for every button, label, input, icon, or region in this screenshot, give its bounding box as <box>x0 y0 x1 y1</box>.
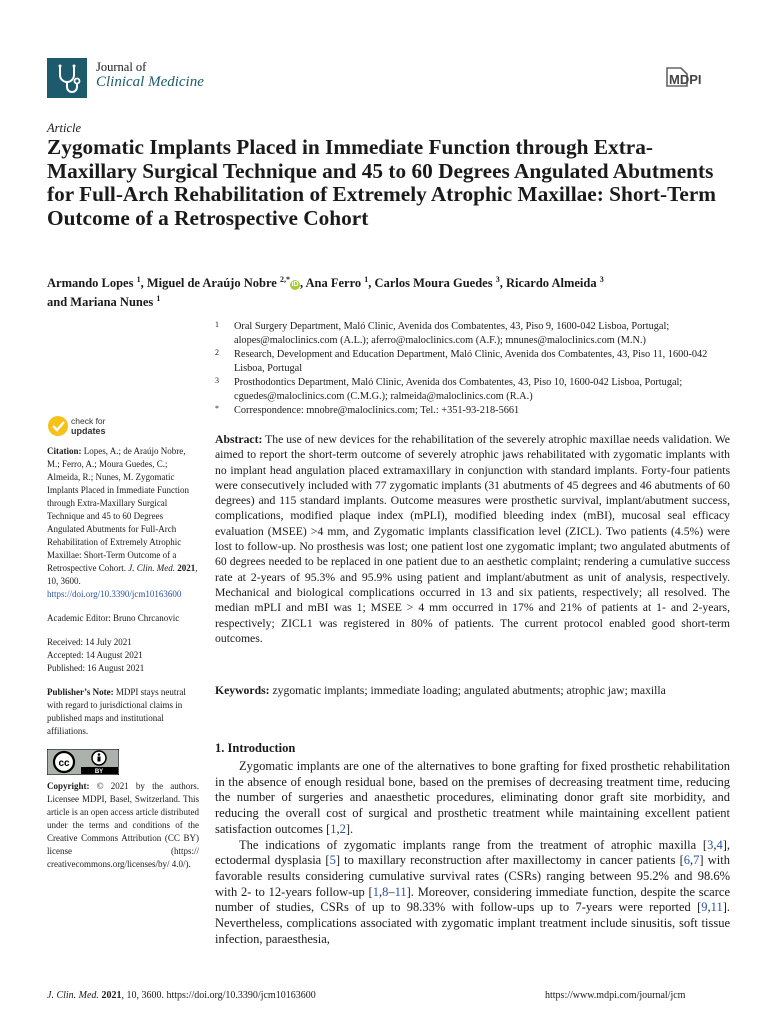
reference-link[interactable]: 5 <box>329 853 336 868</box>
svg-text:updates: updates <box>71 426 106 436</box>
copyright-label: Copyright: <box>47 781 90 791</box>
citation-year: 2021 <box>177 563 196 573</box>
abstract-text: The use of new devices for the rehabilitation of the severely atrophic maxillae needs validation. We aimed to report the short-term outcome of severely atrophic jaws rehabilitated with zygomatic implants with no implant head angulation placed extramaxillary in conjunction with standard implants. Forty-four patients were consecutively included with 77 zygomatic implants (31 abutments of 45 degrees and 46 abutments of 60 degrees) and 115 standard implants. Outcome measures were prosthetic survival, implant/abutment success, complications, modified plaque index (mPLI), modified bleeding index (mBI), mucosal seal efficacy evaluation (MSEE) >4 mm, and Zygomatic implants classification level (ZICL). Two patients (4.5%) were lost to follow-up. No prosthesis was lost; one patient lost one zygomatic implant; two angulated abutments of 60 degrees needed to be replaced in one patient due to an aesthetic complaint; rendering a cumulative success rate at 2-years of 95.3% and 95.9% using patient and implant/abutment as unit of analysis, respectively. Mechanical and biological complications occurred in 13 and six patients, respectively; all resolved. The median mPLI and mBI was 1; MSEE > 4 mm occurred in 17% and 21% of patients at 1- and 2-years, respectively; ZICL1 was registered in 80% of patients. The current protocol enabled good short-term outcomes. <box>215 433 730 645</box>
svg-text:cc: cc <box>58 758 70 769</box>
affiliations <box>215 320 730 418</box>
footer-journal: J. Clin. Med. <box>47 990 99 1001</box>
affiliation-item <box>215 320 730 348</box>
cc-by-license-icon[interactable] <box>47 749 119 775</box>
check-for-updates-button[interactable] <box>47 414 157 438</box>
publishers-note <box>47 686 199 738</box>
author-conjunction: and <box>47 295 68 310</box>
journal-name <box>96 60 204 92</box>
keywords-text: zygomatic implants; immediate loading; angulated abutments; atrophic jaw; maxilla <box>272 684 666 697</box>
author-affiliation-mark: 1 <box>136 275 141 284</box>
journal-prefix: Journal of <box>96 60 147 74</box>
reference-link[interactable]: 3 <box>707 837 714 852</box>
mdpi-logo-icon <box>663 64 719 94</box>
publishers-note-label: Publisher’s Note: <box>47 687 114 697</box>
sidebar <box>47 445 199 871</box>
footer-citation <box>47 990 316 1001</box>
citation-volume: , 10, 3600. <box>47 563 198 586</box>
abstract <box>215 432 730 646</box>
affiliation-number: * <box>215 404 219 413</box>
footer-year: 2021 <box>101 990 122 1001</box>
journal-logo-icon <box>47 58 87 98</box>
affiliation-text: Oral Surgery Department, Maló Clinic, Avenida dos Combatentes, 43, Piso 9, 1600-042 Lisboa, Portugal; alopes@maloclinics.com (A.L.); aferro@maloclinics.com (A.F.); mnunes@maloclinics.com (M.N.) <box>234 321 670 346</box>
affiliation-item <box>215 348 730 376</box>
affiliation-text: Research, Development and Education Department, Maló Clinic, Avenida dos Combatentes, 43, Piso 11, 1600-042 Lisboa, Portugal <box>234 349 708 374</box>
footer-journal-url[interactable]: https://www.mdpi.com/journal/jcm <box>545 990 686 1001</box>
reference-link[interactable]: 7 <box>693 853 700 868</box>
copyright-text: © 2021 by the authors. Licensee MDPI, Basel, Switzerland. This article is an open access article distributed under the terms and conditions of the Creative Commons Attribution (CC BY) license (https:// creativecommons.org/licenses/by/ 4.0/). <box>47 781 200 869</box>
author-affiliation-mark: 3 <box>599 275 604 284</box>
reference-link[interactable]: 8 <box>382 884 389 899</box>
affiliation-number: 3 <box>215 376 219 385</box>
citation-label: Citation: <box>47 446 82 456</box>
affiliation-text: Correspondence: mnobre@maloclinics.com; Tel.: +351-93-218-5661 <box>234 405 520 416</box>
author-name[interactable]: Ricardo Almeida <box>505 276 597 291</box>
reference-link[interactable]: 6 <box>683 853 691 868</box>
keywords <box>215 683 730 698</box>
publishers-note-text: MDPI stays neutral with regard to jurisdictional claims in published maps and institutional affiliations. <box>47 687 186 736</box>
citation-text: Lopes, A.; de Araújo Nobre, M.; Ferro, A.; Moura Guedes, C.; Almeida, R.; Nunes, M. Zygomatic Implants Placed in Immediate Function through Extra-Maxillary Surgical Technique and 45 to 60 Degrees Angulated Abutments for Full-Arch Rehabilitation of Extremely Atrophic Maxillae: Short-Term Outcome of a Retrospective Cohort. <box>47 446 189 573</box>
article-type: Article <box>47 121 82 135</box>
author-name[interactable]: Armando Lopes <box>47 276 134 291</box>
affiliation-number: 1 <box>215 320 219 329</box>
svg-text:check for: check for <box>71 416 106 426</box>
introduction-body <box>215 759 730 947</box>
citation <box>47 445 199 601</box>
reference-link[interactable]: 11 <box>710 900 723 915</box>
svg-text:BY: BY <box>94 769 104 775</box>
author-affiliation-mark: 3 <box>495 275 500 284</box>
reference-link[interactable]: 11 <box>394 884 407 899</box>
author-affiliation-mark: 1 <box>156 294 161 304</box>
citation-journal: J. Clin. Med. <box>128 563 175 573</box>
intro-paragraph: Zygomatic implants are one of the alternatives to bone grafting for fixed prosthetic rehabilitation in the absence of enough residual bone, based on the premises of decreasing treatment time, reducing the number of surgeries and anaesthetic procedures, eliminating donor graft site morbidity, and reducing the overall cost of surgical and prosthetic treatment while maintaining excellent patient satisfaction outcomes [1,2]. <box>215 759 730 836</box>
footer-doi[interactable]: , 10, 3600. https://doi.org/10.3390/jcm10163600 <box>121 990 316 1001</box>
affiliation-text: Prosthodontics Department, Maló Clinic, Avenida dos Combatentes, 43, Piso 10, 1600-042 Lisboa, Portugal; cguedes@maloclinics.com (C.M.G.); ralmeida@maloclinics.com (R.A.) <box>234 377 683 402</box>
journal-title: Clinical Medicine <box>96 74 204 91</box>
reference-link[interactable]: 1 <box>330 821 337 836</box>
received-date: Received: 14 July 2021 <box>47 637 132 647</box>
affiliation-item <box>215 376 730 404</box>
author-name[interactable]: Miguel de Araújo Nobre <box>146 276 277 291</box>
affiliation-item <box>215 404 730 418</box>
keywords-label: Keywords: <box>215 684 270 697</box>
intro-paragraph: The indications of zygomatic implants range from the treatment of atrophic maxilla [3,4], ectodermal dysplasia [5] to maxillary reconstruction after maxillectomy in cancer patients [6,7] with favorable results considering cumulative survival rates (CSRs) ranging between 95.2% and 98.6% with 2- to 12-years follow-up [1,8–11]. Moreover, considering immediate function, despite the scarce number of studies, CSRs of up to 98.33% with follow-ups up to 7-years were reported [9,11]. Nevertheless, complications associated with zygomatic implant treatment include sinusitis, soft tissue infection, paraesthesia, <box>215 837 730 946</box>
author-name[interactable]: Mariana Nunes <box>70 295 154 310</box>
reference-link[interactable]: 4 <box>716 837 723 852</box>
author-affiliation-mark: 2,* <box>279 275 290 284</box>
published-date: Published: 16 August 2021 <box>47 663 145 673</box>
author-affiliation-mark: 1 <box>364 275 369 284</box>
reference-link[interactable]: 1 <box>372 884 379 899</box>
accepted-date: Accepted: 14 August 2021 <box>47 650 143 660</box>
copyright <box>47 780 199 871</box>
author-name[interactable]: Ana Ferro <box>305 276 362 291</box>
author-name[interactable]: Carlos Moura Guedes <box>374 276 493 291</box>
author-list: Armando Lopes $^1$, Miguel de Araújo Nobre $^{2,*}$iD , Ana Ferro $^1$, Carlos Moura Guedes $^3$, Ricardo Almeida $^3$ and Mariana Nunes $^1$ <box>47 275 604 310</box>
citation-doi-link[interactable]: https://doi.org/10.3390/jcm10163600 <box>47 589 182 599</box>
article-title: Zygomatic Implants Placed in Immediate Function through Extra-Maxillary Surgical Technique and 45 to 60 Degrees Angulated Abutments for Full-Arch Rehabilitation of Extremely Atrophic Maxillae: Short-Term Outcome of a Retrospective Cohort <box>47 135 717 230</box>
reference-link[interactable]: 2 <box>339 821 346 836</box>
reference-link[interactable]: 9 <box>701 900 708 915</box>
affiliation-number: 2 <box>215 348 219 357</box>
academic-editor: Academic Editor: Bruno Chrcanovic <box>47 613 180 623</box>
abstract-label: Abstract: <box>215 433 263 446</box>
section-heading-introduction: 1. Introduction <box>215 741 296 755</box>
svg-text:MDPI: MDPI <box>669 72 702 87</box>
orcid-icon[interactable]: iD <box>291 281 299 289</box>
